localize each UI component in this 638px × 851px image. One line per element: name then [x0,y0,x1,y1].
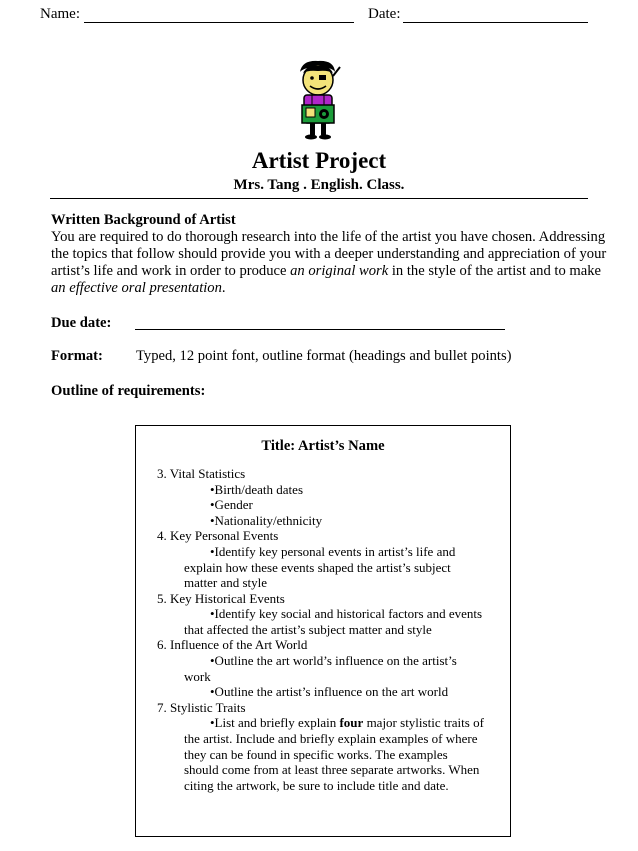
background-line-3: artist’s life and work in order to produce an original work in the style of the artist and to make [51,263,601,279]
outline-bullet: •Identify key personal events in artist’s life and [210,544,456,559]
outline-text: matter and style [184,575,268,590]
outline-bullet: •Identify key social and historical factors and events [210,606,483,621]
outline-text: should come from at least three separate artworks. When [184,762,480,777]
outline-text: that affected the artist’s subject matter and style [184,622,432,637]
format-value: Typed, 12 point font, outline format (headings and bullet points) [136,348,512,364]
outline-text: explain how these events shaped the artist’s subject [184,560,451,575]
outline-text: citing the artwork, be sure to include title and date. [184,778,449,793]
outline-bullet: •List and briefly explain four major stylistic traits of [210,715,484,730]
outline-bullet: •Birth/death dates [210,482,303,497]
outline-bullet: •Nationality/ethnicity [210,513,323,528]
page-title: Artist Project [251,148,387,173]
outline-bullet: •Gender [210,497,253,512]
outline-bullet: •Outline the artist’s influence on the art world [210,684,449,699]
outline-heading: Outline of requirements: [51,383,206,399]
due-date-label: Due date: [51,315,112,331]
background-line-4: an effective oral presentation. [51,280,226,296]
date-label: Date: [368,6,401,22]
format-label: Format: [51,348,103,364]
outline-item: 4. Key Personal Events [157,528,279,543]
outline-box-title: Title: Artist’s Name [261,438,385,454]
outline-item: 3. Vital Statistics [157,466,246,481]
outline-text: the artist. Include and briefly explain examples of where [184,731,478,746]
name-label: Name: [40,6,80,22]
background-line-2: the topics that follow should provide you with a deeper understanding and appreciation of your [51,246,607,262]
outline-bullet: •Outline the art world’s influence on the artist’s [210,653,457,668]
due-date-field[interactable] [135,329,505,330]
page-subtitle: Mrs. Tang . English. Class. [233,177,405,193]
background-heading: Written Background of Artist [51,212,236,228]
background-line-1: You are required to do thorough research into the life of the artist you have chosen. Addressing [51,229,606,245]
outline-text: work [184,669,211,684]
title-divider [50,198,588,199]
outline-text: they can be found in specific works. The examples [184,747,448,762]
artist-clipart-icon [288,58,348,140]
outline-item: 5. Key Historical Events [157,591,285,606]
outline-item: 6. Influence of the Art World [157,637,308,652]
outline-item: 7. Stylistic Traits [157,700,246,715]
name-field[interactable] [84,22,354,23]
date-field[interactable] [403,22,588,23]
